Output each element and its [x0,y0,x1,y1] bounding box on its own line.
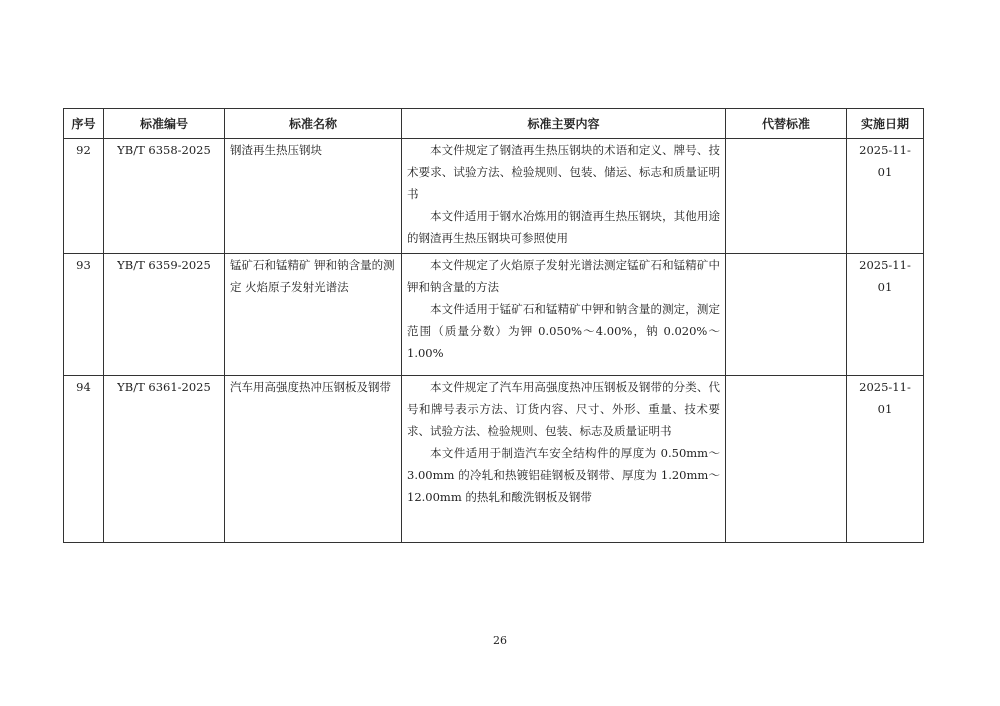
table-row [64,139,924,254]
cell-date: 2025-11-01 [847,376,924,543]
standards-table [63,108,924,543]
cell-code: YB/T 6358-2025 [104,139,225,254]
cell-name: 锰矿石和锰精矿 钾和钠含量的测定 火焰原子发射光谱法 [225,254,402,376]
cell-seq: 92 [64,139,104,254]
cell-code: YB/T 6359-2025 [104,254,225,376]
cell-content [402,254,726,376]
content-paragraph: 本文件适用于制造汽车安全结构件的厚度为 0.50mm～3.00mm 的冷轧和热镀铝硅钢板及钢带、厚度为 1.20mm～12.00mm 的热轧和酸洗钢板及钢带 [407,446,720,504]
table-row [64,376,924,543]
header-name: 标准名称 [225,109,402,139]
header-content: 标准主要内容 [402,109,726,139]
cell-seq: 93 [64,254,104,376]
cell-date: 2025-11-01 [847,139,924,254]
content-paragraph: 本文件规定了汽车用高强度热冲压钢板及钢带的分类、代号和牌号表示方法、订货内容、尺寸、外形、重量、技术要求、试验方法、检验规则、包装、标志及质量证明书 [407,380,720,438]
cell-replaced [726,139,847,254]
content-paragraph: 本文件规定了火焰原子发射光谱法测定锰矿石和锰精矿中钾和钠含量的方法 [407,258,720,294]
cell-seq: 94 [64,376,104,543]
content-paragraph: 本文件规定了钢渣再生热压钢块的术语和定义、牌号、技术要求、试验方法、检验规则、包装、储运、标志和质量证明书 [407,143,720,201]
header-replaced: 代替标准 [726,109,847,139]
page-number: 26 [493,634,507,647]
table-header-row [64,109,924,139]
cell-date: 2025-11-01 [847,254,924,376]
content-paragraph: 本文件适用于钢水冶炼用的钢渣再生热压钢块，其他用途的钢渣再生热压钢块可参照使用 [407,209,720,245]
header-code: 标准编号 [104,109,225,139]
header-date: 实施日期 [847,109,924,139]
cell-replaced [726,376,847,543]
cell-replaced [726,254,847,376]
cell-content [402,139,726,254]
header-seq: 序号 [64,109,104,139]
cell-content [402,376,726,543]
cell-code: YB/T 6361-2025 [104,376,225,543]
content-paragraph: 本文件适用于锰矿石和锰精矿中钾和钠含量的测定，测定范围（质量分数）为钾 0.050%～4.00%，钠 0.020%～1.00% [407,302,720,360]
cell-name: 汽车用高强度热冲压钢板及钢带 [225,376,402,543]
cell-name: 钢渣再生热压钢块 [225,139,402,254]
table-row [64,254,924,376]
